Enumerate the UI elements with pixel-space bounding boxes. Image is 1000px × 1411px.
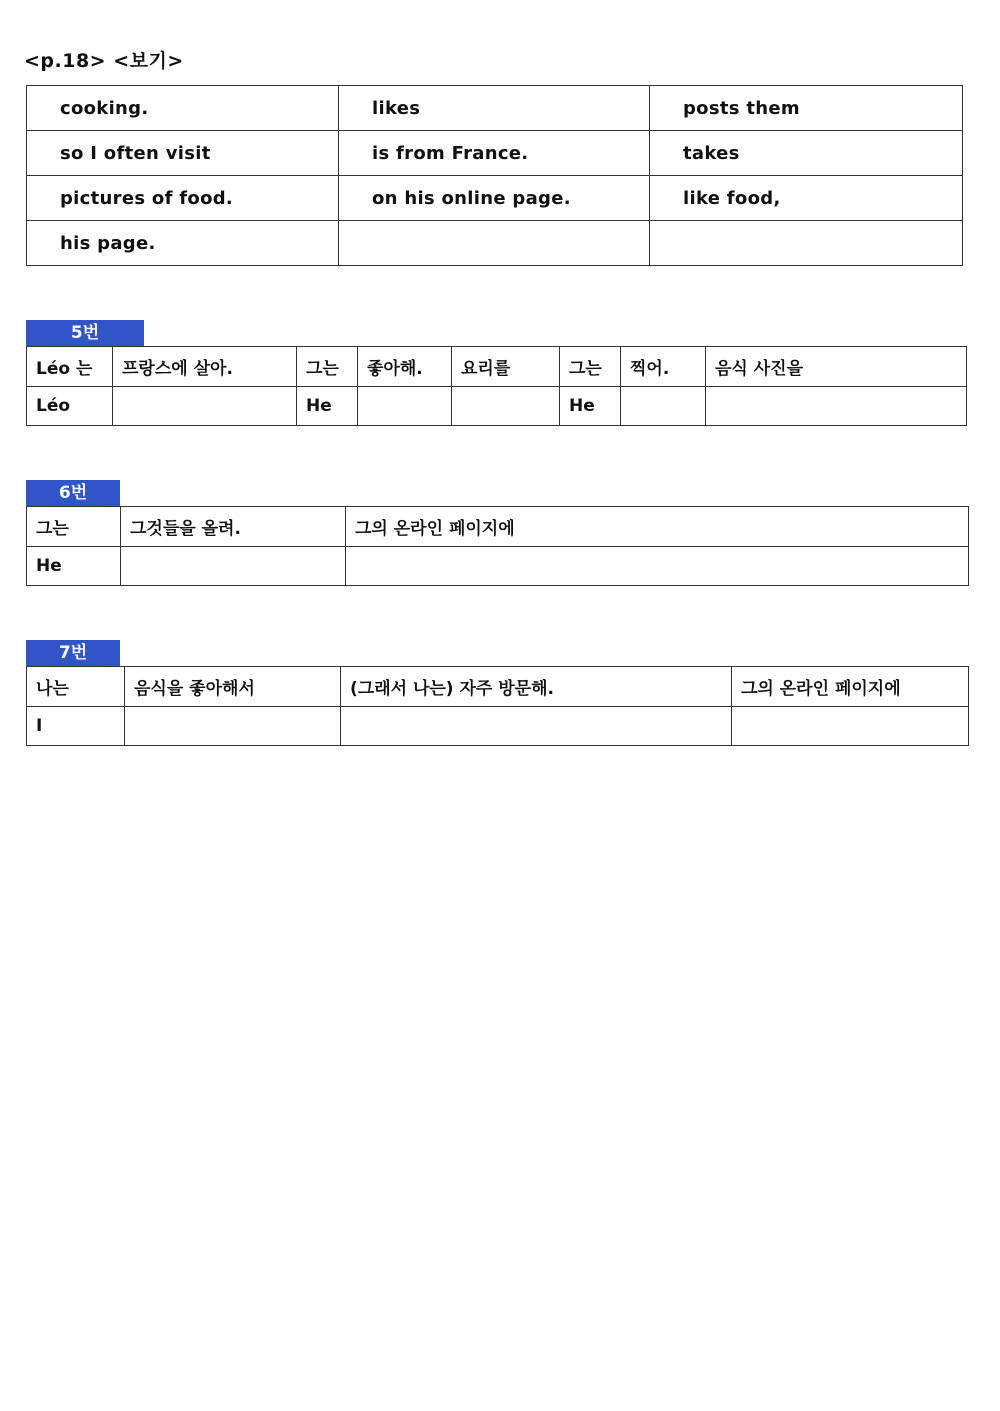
- answer-cell[interactable]: I: [27, 707, 125, 746]
- answer-cell[interactable]: [358, 387, 452, 426]
- word-bank-cell: so I often visit: [27, 131, 339, 176]
- exercise-5-table: [26, 346, 967, 426]
- table-row: [27, 387, 967, 426]
- prompt-cell: 좋아해.: [358, 347, 452, 387]
- exercise-7-table: [26, 666, 969, 746]
- prompt-cell: 그는: [560, 347, 621, 387]
- word-bank-cell: cooking.: [27, 86, 339, 131]
- word-bank-cell: on his online page.: [339, 176, 650, 221]
- answer-cell[interactable]: [732, 707, 969, 746]
- exercise-6-table: [26, 506, 969, 586]
- answer-cell[interactable]: [452, 387, 560, 426]
- table-row: [27, 507, 969, 547]
- table-row: [27, 131, 963, 176]
- table-row: [27, 86, 963, 131]
- prompt-cell: 찍어.: [621, 347, 706, 387]
- table-row: [27, 221, 963, 266]
- table-row: [27, 176, 963, 221]
- prompt-cell: 나는: [27, 667, 125, 707]
- answer-cell[interactable]: [113, 387, 297, 426]
- exercise-5-label: 5번: [26, 320, 144, 346]
- prompt-cell: 그는: [297, 347, 358, 387]
- word-bank-cell: likes: [339, 86, 650, 131]
- table-row: [27, 707, 969, 746]
- prompt-cell: (그래서 나는) 자주 방문해.: [341, 667, 732, 707]
- page-title: <p.18> <보기>: [24, 50, 184, 72]
- prompt-cell: 음식을 좋아해서: [125, 667, 341, 707]
- word-bank-cell: posts them: [650, 86, 963, 131]
- answer-cell[interactable]: [121, 547, 346, 586]
- answer-cell[interactable]: Léo: [27, 387, 113, 426]
- answer-cell[interactable]: [706, 387, 967, 426]
- prompt-cell: 그의 온라인 페이지에: [346, 507, 969, 547]
- word-bank-cell: his page.: [27, 221, 339, 266]
- prompt-cell: 그것들을 올려.: [121, 507, 346, 547]
- prompt-cell: 그는: [27, 507, 121, 547]
- table-row: [27, 667, 969, 707]
- word-bank-cell: takes: [650, 131, 963, 176]
- word-bank-cell: [650, 221, 963, 266]
- word-bank-cell: [339, 221, 650, 266]
- exercise-7-label: 7번: [26, 640, 120, 666]
- prompt-cell: 음식 사진을: [706, 347, 967, 387]
- word-bank-cell: is from France.: [339, 131, 650, 176]
- prompt-cell: 요리를: [452, 347, 560, 387]
- answer-cell[interactable]: He: [297, 387, 358, 426]
- table-row: [27, 547, 969, 586]
- answer-cell[interactable]: He: [560, 387, 621, 426]
- answer-cell[interactable]: [341, 707, 732, 746]
- word-bank-table: [26, 85, 963, 266]
- word-bank-cell: like food,: [650, 176, 963, 221]
- answer-cell[interactable]: [125, 707, 341, 746]
- answer-cell[interactable]: [621, 387, 706, 426]
- answer-cell[interactable]: He: [27, 547, 121, 586]
- prompt-cell: 그의 온라인 페이지에: [732, 667, 969, 707]
- word-bank-cell: pictures of food.: [27, 176, 339, 221]
- prompt-cell: Léo 는: [27, 347, 113, 387]
- table-row: [27, 347, 967, 387]
- answer-cell[interactable]: [346, 547, 969, 586]
- exercise-6-label: 6번: [26, 480, 120, 506]
- prompt-cell: 프랑스에 살아.: [113, 347, 297, 387]
